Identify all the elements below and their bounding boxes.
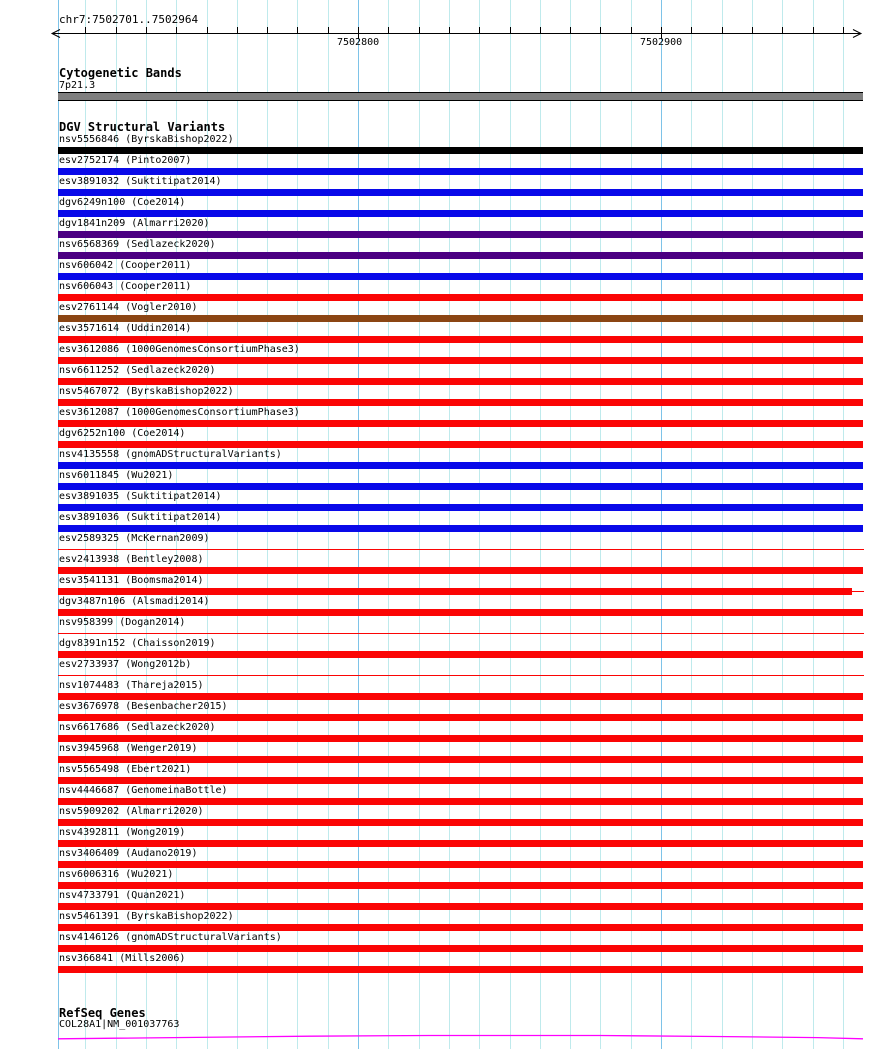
variant-label[interactable]: esv3571614 (Uddin2014) [59, 323, 192, 334]
ruler-axis [50, 28, 864, 39]
region-label: chr7:7502701..7502964 [59, 13, 199, 26]
variant-bar[interactable] [58, 273, 863, 280]
gene-label[interactable]: COL28A1|NM_001037763 [59, 1019, 180, 1030]
ruler-tick [388, 27, 389, 33]
ruler-tick [267, 27, 268, 33]
variant-label[interactable]: esv2733937 (Wong2012b) [59, 659, 192, 670]
variant-label[interactable]: esv3891035 (Suktitipat2014) [59, 491, 222, 502]
variant-bar[interactable] [58, 525, 863, 532]
ruler-tick-label: 7502900 [640, 37, 683, 48]
variant-bar[interactable] [58, 147, 863, 154]
variant-bar[interactable] [58, 315, 863, 322]
variant-label[interactable]: esv3676978 (Besenbacher2015) [59, 701, 228, 712]
variant-bar[interactable] [58, 819, 863, 826]
ruler-tick [297, 27, 298, 33]
variant-label[interactable]: nsv4146126 (gnomADStructuralVariants) [59, 932, 282, 943]
variant-bar[interactable] [58, 504, 863, 511]
ruler-tick [510, 27, 511, 33]
ruler-tick [570, 27, 571, 33]
variant-label[interactable]: nsv4392811 (Wong2019) [59, 827, 186, 838]
variant-bar[interactable] [58, 231, 863, 238]
variant-label[interactable]: esv2761144 (Vogler2010) [59, 302, 198, 313]
variant-label[interactable]: nsv6617686 (Sedlazeck2020) [59, 722, 216, 733]
variant-label[interactable]: dgv8391n152 (Chaisson2019) [59, 638, 216, 649]
variant-bar[interactable] [58, 567, 863, 574]
variant-label[interactable]: nsv958399 (Dogan2014) [59, 617, 186, 628]
variant-bar[interactable] [58, 651, 863, 658]
ruler-tick [328, 27, 329, 33]
ruler-tick [691, 27, 692, 33]
variant-bar[interactable] [58, 840, 863, 847]
ruler-tick [540, 27, 541, 33]
variant-bar[interactable] [58, 168, 863, 175]
variant-bar[interactable] [58, 588, 852, 595]
variant-bar[interactable] [58, 735, 863, 742]
variant-label[interactable]: nsv6006316 (Wu2021) [59, 869, 174, 880]
variant-bar[interactable] [58, 189, 863, 196]
ruler-tick [600, 27, 601, 33]
ruler-tick [116, 27, 117, 33]
variant-bar[interactable] [58, 777, 863, 784]
variant-bar[interactable] [58, 294, 863, 301]
variant-label[interactable]: nsv5467072 (ByrskaBishop2022) [59, 386, 234, 397]
variant-label[interactable]: nsv3945968 (Wenger2019) [59, 743, 198, 754]
variant-label[interactable]: nsv1074483 (Thareja2015) [59, 680, 204, 691]
variant-bar[interactable] [58, 633, 864, 634]
variant-bar[interactable] [58, 336, 863, 343]
variant-bar-tail[interactable] [852, 591, 864, 592]
variant-label[interactable]: nsv606042 (Cooper2011) [59, 260, 192, 271]
variant-label[interactable]: esv3891032 (Suktitipat2014) [59, 176, 222, 187]
variant-label[interactable]: nsv4446687 (GenomeinaBottle) [59, 785, 228, 796]
variant-bar[interactable] [58, 756, 863, 763]
variant-label[interactable]: esv2413938 (Bentley2008) [59, 554, 204, 565]
ruler-tick [843, 27, 844, 33]
variant-label[interactable]: esv3612087 (1000GenomesConsortiumPhase3) [59, 407, 300, 418]
ruler-tick [722, 27, 723, 33]
ruler-tick [85, 27, 86, 33]
ruler-tick [813, 27, 814, 33]
variant-label[interactable]: esv3891036 (Suktitipat2014) [59, 512, 222, 523]
variant-label[interactable]: esv3541131 (Boomsma2014) [59, 575, 204, 586]
variant-bar[interactable] [58, 693, 863, 700]
variant-label[interactable]: dgv6249n100 (Coe2014) [59, 197, 186, 208]
variant-bar[interactable] [58, 483, 863, 490]
cytoband-label: 7p21.3 [59, 80, 96, 91]
ruler-tick-label: 7502800 [337, 37, 380, 48]
variant-bar[interactable] [58, 420, 863, 427]
variant-bar[interactable] [58, 462, 863, 469]
variant-label[interactable]: dgv3487n106 (Alsmadi2014) [59, 596, 210, 607]
refseq-genes-header: RefSeq Genes [59, 1006, 146, 1020]
ruler-tick [207, 27, 208, 33]
variant-label[interactable]: nsv6568369 (Sedlazeck2020) [59, 239, 216, 250]
variant-bar[interactable] [58, 924, 863, 931]
variant-label[interactable]: nsv5461391 (ByrskaBishop2022) [59, 911, 234, 922]
variant-bar[interactable] [58, 945, 863, 952]
variant-label[interactable]: nsv6611252 (Sedlazeck2020) [59, 365, 216, 376]
variant-label[interactable]: nsv5556846 (ByrskaBishop2022) [59, 134, 234, 145]
variant-label[interactable]: nsv6011845 (Wu2021) [59, 470, 174, 481]
ruler-tick [479, 27, 480, 33]
cytogenetic-bands-header: Cytogenetic Bands [59, 66, 182, 80]
variant-bar[interactable] [58, 861, 863, 868]
ruler-tick [176, 27, 177, 33]
variant-label[interactable]: dgv6252n100 (Coe2014) [59, 428, 186, 439]
variant-bar[interactable] [58, 399, 863, 406]
variant-bar[interactable] [58, 378, 863, 385]
ruler-tick [449, 27, 450, 33]
variant-bar[interactable] [58, 609, 863, 616]
ruler-tick [146, 27, 147, 33]
ruler-tick [752, 27, 753, 33]
variant-bar[interactable] [58, 966, 863, 973]
variant-label[interactable]: esv2752174 (Pinto2007) [59, 155, 192, 166]
variant-bar[interactable] [58, 714, 863, 721]
ruler-tick [419, 27, 420, 33]
ruler-tick [631, 27, 632, 33]
variant-bar[interactable] [58, 252, 863, 259]
variant-bar[interactable] [58, 798, 863, 805]
dgv-structural-variants-header: DGV Structural Variants [59, 120, 226, 134]
variant-label[interactable]: nsv606043 (Cooper2011) [59, 281, 192, 292]
ruler-tick [782, 27, 783, 33]
variant-bar[interactable] [58, 903, 863, 910]
variant-bar[interactable] [58, 357, 863, 364]
variant-label[interactable]: nsv366841 (Mills2006) [59, 953, 186, 964]
variant-label[interactable]: nsv5909202 (Almarri2020) [59, 806, 204, 817]
variant-bar[interactable] [58, 882, 863, 889]
variant-label[interactable]: nsv3406409 (Audano2019) [59, 848, 198, 859]
variant-label[interactable]: nsv5565498 (Ebert2021) [59, 764, 192, 775]
variant-bar[interactable] [58, 210, 863, 217]
variant-bar[interactable] [58, 549, 864, 550]
variant-label[interactable]: esv3612086 (1000GenomesConsortiumPhase3) [59, 344, 300, 355]
variant-bar[interactable] [58, 675, 864, 676]
variant-label[interactable]: nsv4733791 (Quan2021) [59, 890, 186, 901]
variant-label[interactable]: esv2589325 (McKernan2009) [59, 533, 210, 544]
ruler-tick [237, 27, 238, 33]
variant-bar[interactable] [58, 441, 863, 448]
variant-label[interactable]: dgv1841n209 (Almarri2020) [59, 218, 210, 229]
variant-label[interactable]: nsv4135558 (gnomADStructuralVariants) [59, 449, 282, 460]
